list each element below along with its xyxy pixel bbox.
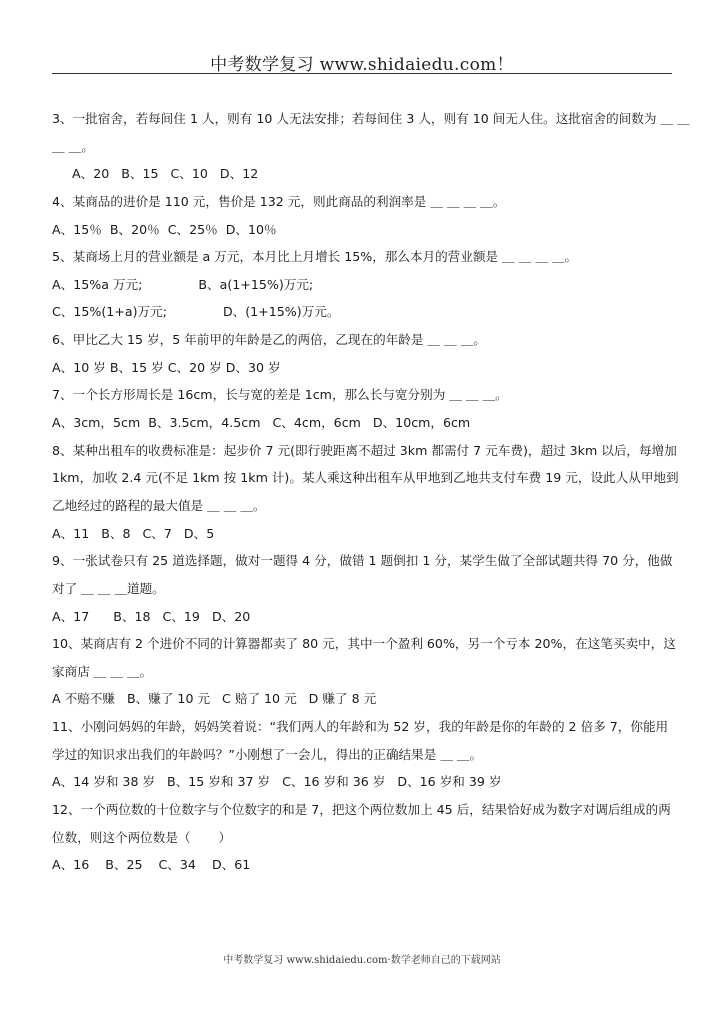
q10-text-line1: 10、某商店有 2 个进价不同的计算器都卖了 80 元，其中一个盈利 60%，另一个亏本 20%，在这笔买卖中，这 xyxy=(52,636,676,652)
q7-text: 7、一个长方形周长是 16cm，长与宽的差是 1cm，那么长与宽分别为 ＿ ＿ ＿。 xyxy=(52,387,508,403)
q8-text-line1: 8、某种出租车的收费标准是：起步价 7 元(即行驶距离不超过 3km 都需付 7 元车费)，超过 3km 以后，每增加 xyxy=(52,442,677,458)
q11-text-line2: 学过的知识求出我们的年龄吗？”小刚想了一会儿，得出的正确结果是 ＿ ＿。 xyxy=(52,746,483,762)
page-header-title: 中考数学复习 www.shidaiedu.com！ xyxy=(210,55,514,75)
q6-text: 6、甲比乙大 15 岁，5 年前甲的年龄是乙的两倍，乙现在的年龄是 ＿ ＿ ＿。 xyxy=(52,332,486,348)
q10-text-line2: 家商店 ＿ ＿ ＿。 xyxy=(52,663,153,679)
q11-options: A、14 岁和 38 岁 B、15 岁和 37 岁 C、16 岁和 36 岁 D、16 岁和 39 岁 xyxy=(52,774,502,790)
q8-options: A、11 B、8 C、7 D、5 xyxy=(52,525,215,541)
q3-text-continued: ＿ ＿。 xyxy=(52,138,94,154)
page-footer: 中考数学复习 www.shidaiedu.com·数学老师自己的下载网站 xyxy=(223,955,501,966)
q7-options: A、3cm，5cm B、3.5cm，4.5cm C、4cm，6cm D、10cm，6cm xyxy=(52,415,471,431)
q9-text-line2: 对了 ＿ ＿ ＿道题。 xyxy=(52,580,165,596)
q8-text-line3: 乙地经过的路程的最大值是 ＿ ＿ ＿。 xyxy=(52,497,266,513)
q12-text-line2: 位数，则这个两位数是（ ） xyxy=(52,829,232,845)
q5-options-cd: C、15%(1+a)万元; D、(1+15%)万元。 xyxy=(52,304,340,320)
q5-options-ab: A、15%a 万元; B、a(1+15%)万元; xyxy=(52,276,314,292)
q9-text-line1: 9、一张试卷只有 25 道选择题，做对一题得 4 分，做错 1 题倒扣 1 分，某学生做了全部试题共得 70 分，他做 xyxy=(52,553,673,569)
q5-text: 5、某商场上月的营业额是 a 万元，本月比上月增长 15%，那么本月的营业额是 ＿ ＿ ＿ ＿。 xyxy=(52,249,578,265)
q11-text-line1: 11、小刚问妈妈的年龄，妈妈笑着说：“我们两人的年龄和为 52 岁，我的年龄是你的年龄的 2 倍多 7，你能用 xyxy=(52,719,669,735)
q3-options: A、20 B、15 C、10 D、12 xyxy=(72,166,259,182)
q3-text: 3、一批宿舍，若每间住 1 人，则有 10 人无法安排；若每间住 3 人，则有 10 间无人住。这批宿舍的间数为 ＿ ＿ xyxy=(52,111,690,126)
q9-options: A、17 B、18 C、19 D、20 xyxy=(52,608,251,624)
header-rule xyxy=(52,73,672,74)
q12-options: A、16 B、25 C、34 D、61 xyxy=(52,857,251,873)
q4-text: 4、某商品的进价是 110 元，售价是 132 元，则此商品的利润率是 ＿ ＿ ＿ ＿。 xyxy=(52,193,506,209)
q4-options: A、15％ B、20％ C、25％ D、10％ xyxy=(52,221,277,237)
question-body xyxy=(52,109,690,883)
q10-options: A 不赔不赚 B、赚了 10 元 C 赔了 10 元 D 赚了 8 元 xyxy=(52,691,377,707)
q8-text-line2: 1km，加收 2.4 元(不足 1km 按 1km 计)。某人乘这种出租车从甲地到乙地共支付车费 19 元，设此人从甲地到 xyxy=(52,470,679,486)
q6-options: A、10 岁 B、15 岁 C、20 岁 D、30 岁 xyxy=(52,359,281,375)
q12-text-line1: 12、一个两位数的十位数字与个位数字的和是 7，把这个两位数加上 45 后，结果恰好成为数字对调后组成的两 xyxy=(52,802,671,818)
